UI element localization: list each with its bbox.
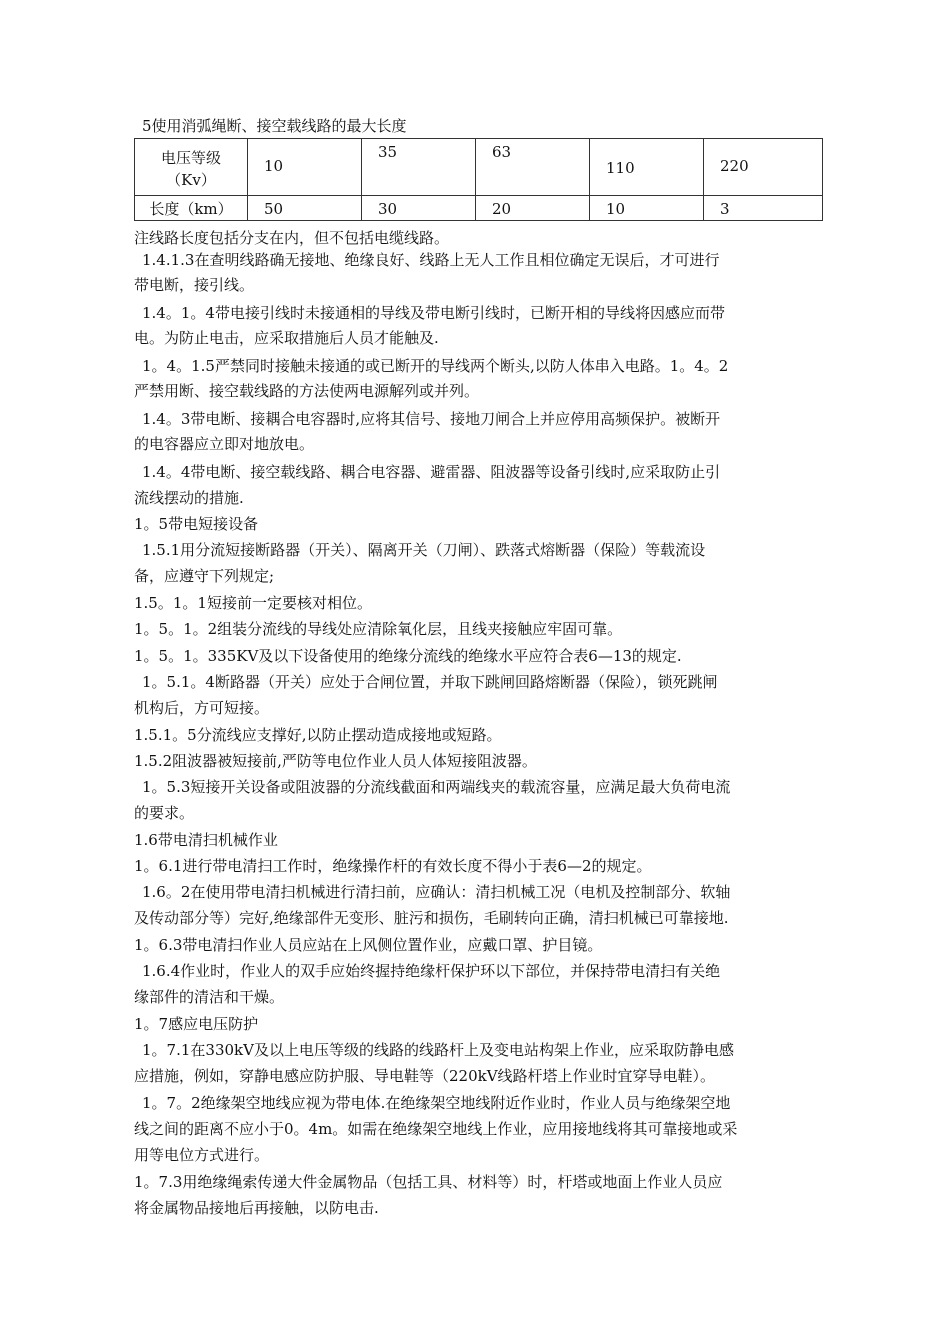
paragraph-line: 的电容器应立即对地放电。 bbox=[134, 435, 315, 453]
length-cell: 30 bbox=[362, 196, 476, 221]
paragraph-line: 1.5.1用分流短接断路器（开关）、隔离开关（刀闸）、跌落式熔断器（保险）等载流设 bbox=[142, 541, 706, 559]
table-caption: 5使用消弧绳断、接空载线路的最大长度 bbox=[142, 117, 407, 135]
paragraph-line: 将金属物品接地后再接触，以防电击. bbox=[134, 1199, 379, 1217]
paragraph-line: 1。7.3用绝缘绳索传递大件金属物品（包括工具、材料等）时，杆塔或地面上作业人员应 bbox=[134, 1173, 723, 1191]
section-heading: 1。5带电短接设备 bbox=[134, 515, 259, 533]
paragraph-line: 1。5.3短接开关设备或阻波器的分流线截面和两端线夹的载流容量，应满足最大负荷电流 bbox=[142, 778, 731, 796]
paragraph-line: 1.5.2阻波器被短接前,严防等电位作业人员人体短接阻波器。 bbox=[134, 752, 537, 770]
paragraph-line: 1.5.1。5分流线应支撑好,以防止摆动造成接地或短路。 bbox=[134, 726, 502, 744]
voltage-cell: 110 bbox=[590, 139, 704, 196]
paragraph-line: 带电断，接引线。 bbox=[134, 276, 255, 294]
paragraph-line: 电。为防止电击，应采取措施后人员才能触及. bbox=[134, 329, 439, 347]
paragraph-line: 1。5。1。2组装分流线的导线处应清除氧化层，且线夹接触应牢固可靠。 bbox=[134, 620, 623, 638]
paragraph-line: 的要求。 bbox=[134, 804, 195, 822]
paragraph-line: 1。7。2绝缘架空地线应视为带电体.在绝缘架空地线附近作业时，作业人员与绝缘架空地 bbox=[142, 1094, 731, 1112]
table-row bbox=[135, 139, 823, 196]
voltage-cell: 63 bbox=[476, 139, 590, 196]
length-label-cell: 长度（km） bbox=[135, 196, 248, 221]
paragraph-line: 机构后，方可短接。 bbox=[134, 699, 270, 717]
voltage-cell: 35 bbox=[362, 139, 476, 196]
paragraph-line: 1.4.1.3在查明线路确无接地、绝缘良好、线路上无人工作且相位确定无误后，才可进行 bbox=[142, 251, 720, 269]
length-cell: 50 bbox=[248, 196, 362, 221]
voltage-cell: 220 bbox=[704, 139, 823, 196]
paragraph-line: 1.5。1。1短接前一定要核对相位。 bbox=[134, 594, 372, 612]
paragraph-line: 线之间的距离不应小于0。4m。如需在绝缘架空地线上作业，应用接地线将其可靠接地或采 bbox=[134, 1120, 738, 1138]
length-cell: 3 bbox=[704, 196, 823, 221]
paragraph-line: 1。6.1进行带电清扫工作时，绝缘操作杆的有效长度不得小于表6—2的规定。 bbox=[134, 857, 652, 875]
max-length-table bbox=[134, 138, 823, 221]
section-heading: 1.6带电清扫机械作业 bbox=[134, 831, 278, 849]
voltage-unit: （Kv） bbox=[166, 171, 216, 189]
paragraph-line: 1。5。1。335KV及以下设备使用的绝缘分流线的绝缘水平应符合表6—13的规定. bbox=[134, 647, 682, 665]
paragraph-line: 及传动部分等）完好,绝缘部件无变形、脏污和损伤，毛刷转向正确，清扫机械已可靠接地. bbox=[134, 909, 729, 927]
paragraph-line: 严禁用断、接空载线路的方法使两电源解列或并列。 bbox=[134, 382, 480, 400]
paragraph-line: 1。5.1。4断路器（开关）应处于合闸位置，并取下跳闸回路熔断器（保险），锁死跳闸 bbox=[142, 673, 718, 691]
header-cell bbox=[135, 139, 248, 196]
paragraph-line: 1.6。2在使用带电清扫机械进行清扫前，应确认：清扫机械工况（电机及控制部分、软轴 bbox=[142, 883, 731, 901]
length-cell: 20 bbox=[476, 196, 590, 221]
paragraph-line: 缘部件的清洁和干燥。 bbox=[134, 988, 285, 1006]
paragraph-line: 流线摆动的措施. bbox=[134, 489, 244, 507]
paragraph-line: 1.6.4作业时，作业人的双手应始终握持绝缘杆保护环以下部位，并保持带电清扫有关绝 bbox=[142, 962, 721, 980]
voltage-label: 电压等级 bbox=[160, 149, 221, 167]
paragraph-line: 1.4。4带电断、接空载线路、耦合电容器、避雷器、阻波器等设备引线时,应采取防止引 bbox=[142, 463, 721, 481]
paragraph-line: 1.4。3带电断、接耦合电容器时,应将其信号、接地刀闸合上并应停用高频保护。被断开 bbox=[142, 410, 721, 428]
paragraph-line: 注线路长度包括分支在内，但不包括电缆线路。 bbox=[134, 229, 450, 247]
table-row bbox=[135, 196, 823, 221]
paragraph-line: 1。7.1在330kV及以上电压等级的线路的线路杆上及变电站构架上作业，应采取防静电感 bbox=[142, 1041, 734, 1059]
section-heading: 1。7感应电压防护 bbox=[134, 1015, 259, 1033]
paragraph-line: 1.4。1。4带电接引线时未接通相的导线及带电断引线时，已断开相的导线将因感应而带 bbox=[142, 304, 725, 322]
length-cell: 10 bbox=[590, 196, 704, 221]
paragraph-line: 1。6.3带电清扫作业人员应站在上风侧位置作业，应戴口罩、护目镜。 bbox=[134, 936, 603, 954]
paragraph-line: 1。4。1.5严禁同时接触未接通的或已断开的导线两个断头,以防人体串入电路。1。4。2 bbox=[142, 357, 729, 375]
paragraph-line: 备，应遵守下列规定; bbox=[134, 567, 275, 585]
voltage-cell: 10 bbox=[248, 139, 362, 196]
paragraph-line: 用等电位方式进行。 bbox=[134, 1146, 270, 1164]
paragraph-line: 应措施，例如，穿静电感应防护服、导电鞋等（220kV线路杆塔上作业时宜穿导电鞋）。 bbox=[134, 1067, 716, 1085]
